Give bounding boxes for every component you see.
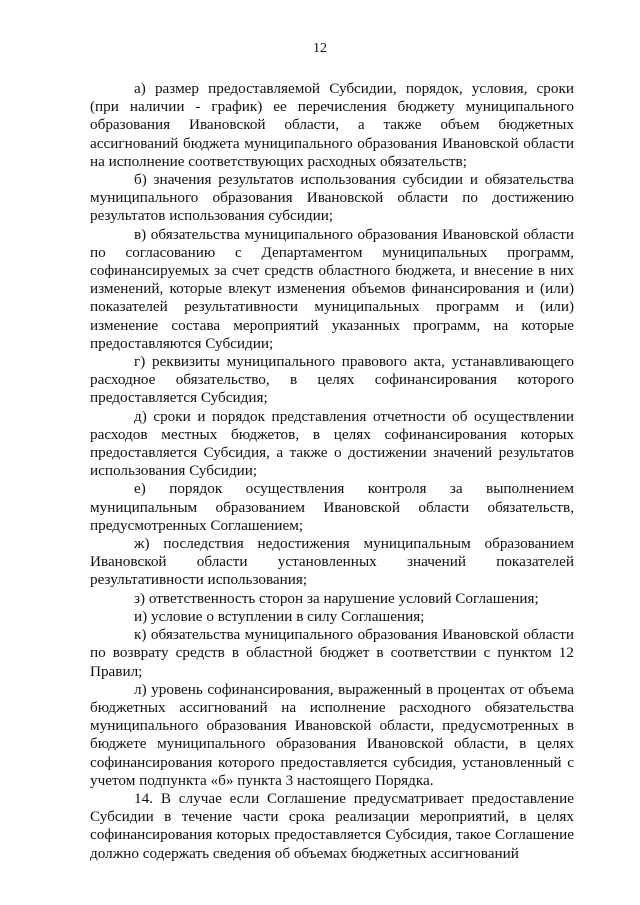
paragraph-e: е) порядок осуществления контроля за выполнением муниципальным образованием Ивановской области обязательств, предусмотренных Соглашением;	[90, 480, 574, 534]
paragraph-v: в) обязательства муниципального образования Ивановской области по согласованию с Департаментом муниципальных программ, софинансируемых за счет средств областного бюджета, и внесение в них изменений, которые влекут изменения объемов финансирования и (или) показателей результативности муниципальных программ и (или) изменение состава мероприятий указанных программ, на которые предоставляются Субсидии;	[90, 225, 574, 352]
page-number: 12	[313, 41, 327, 56]
paragraph-l: л) уровень софинансирования, выраженный в процентах от объема бюджетных ассигнований на исполнение расходного обязательства муниципального образования Ивановской области, предусмотренных в бюджете муниципального образования Ивановской области, в целях софинансирования которого предоставляется субсидия, установленный с учетом подпункта «б» пункта 3 настоящего Порядка.	[90, 680, 574, 789]
paragraph-a: а) размер предоставляемой Субсидии, порядок, условия, сроки (при наличии - график) ее перечисления бюджету муниципального образования Ивановской области, а также объем бюджетных ассигнований бюджета муниципального образования Ивановской области на исполнение соответствующих расходных обязательств;	[90, 80, 574, 170]
paragraph-b: б) значения результатов использования субсидии и обязательства муниципального образования Ивановской области по достижению результатов использования субсидии;	[90, 171, 574, 225]
document-body	[90, 80, 574, 863]
paragraph-zh: ж) последствия недостижения муниципальным образованием Ивановской области установленных значений показателей результативности использования;	[90, 535, 574, 589]
paragraph-z: з) ответственность сторон за нарушение условий Соглашения;	[134, 589, 539, 607]
paragraph-d: д) сроки и порядок представления отчетности об осуществлении расходов местных бюджетов, в целях софинансирования которых предоставляется Субсидия, а также о достижении значений результатов использования Субсидии;	[90, 407, 574, 480]
paragraph-k: к) обязательства муниципального образования Ивановской области по возврату средств в областной бюджет в соответствии с пунктом 12 Правил;	[90, 626, 574, 680]
paragraph-i: и) условие о вступлении в силу Соглашения;	[134, 607, 425, 625]
paragraph-g: г) реквизиты муниципального правового акта, устанавливающего расходное обязательство, в целях софинансирования которого предоставляется Субсидия;	[90, 353, 574, 407]
paragraph-14: 14. В случае если Соглашение предусматривает предоставление Субсидии в течение части срока реализации мероприятий, в целях софинансирования которых предоставляется Субсидия, такое Соглашение должно содержать сведения об объемах бюджетных ассигнований	[90, 789, 574, 862]
